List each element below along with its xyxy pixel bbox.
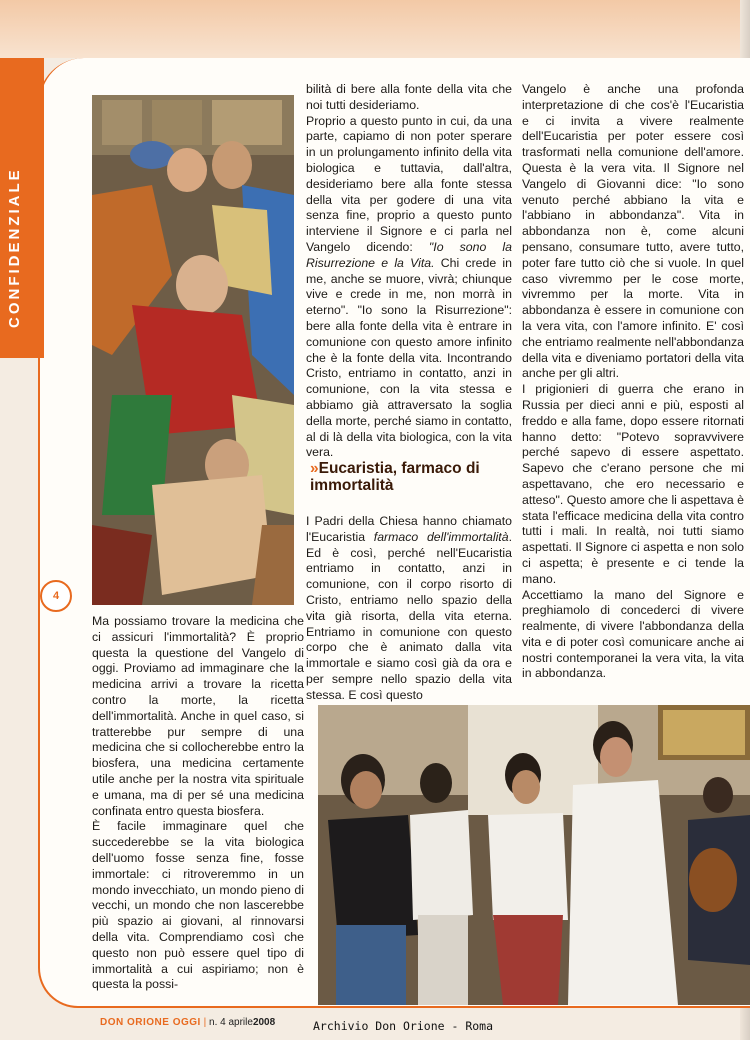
quote: "Io sono la Risurrezione e la Vita. bbox=[306, 239, 512, 270]
magazine-title: DON ORIONE OGGI bbox=[100, 1017, 201, 1028]
paragraph bbox=[306, 114, 512, 462]
top-band bbox=[0, 0, 750, 58]
column-2-continued bbox=[306, 514, 512, 704]
paragraph: È facile immaginare quel che succederebbe se la vita biologica dell'uomo fosse senza fine, fosse immortale: ci ritroveremmo in un mondo invecchiato, un mondo pieno di vecchi, un mondo che non lascerebbe più spazio ai giovani, al rinnovarsi della vita. Comprendiamo così che questo non può essere quel tipo di immortalità a cui aspiriamo; non è questa la possi- bbox=[92, 819, 304, 992]
section-label: CONFIDENZIALE bbox=[6, 167, 23, 328]
paragraph-text: I Padri della Chiesa hanno chiamato l'Eucaristia bbox=[306, 514, 512, 544]
subheading-text: Eucaristia, farmaco di immortalità bbox=[310, 460, 480, 494]
archive-caption: Archivio Don Orione - Roma bbox=[313, 1019, 494, 1033]
paragraph: Ma possiamo trovare la medicina che ci assicuri l'immortalità? È proprio questa la questione del Vangelo di oggi. Proviamo ad immaginare che la medicina arrivi a trovare la ricetta contro la morte, la ricetta dell'immortalità. Anche in quel caso, si tratterebbe pur sempre di una medicina che si collocherebbe entro la biosfera, una medicina certamente utile anche per la nostra vita spirituale e umana, ma di per sé una medicina confinata entro questa biosfera. bbox=[92, 614, 304, 818]
issue-year: 2008 bbox=[252, 1017, 276, 1028]
paragraph-text: . Ed è così, perché nell'Eucaristia entriamo in contatto, anzi in comunione, con il corpo risorto di Cristo, entriamo nello spazio della vita già risorta, della vita eterna. Entriamo in comunione con questo corpo che è animato dalla vita immortale e siamo così già da ora e per sempre nello spazio della vita stessa. E così questo bbox=[306, 529, 512, 702]
section-tab bbox=[0, 58, 44, 358]
communion-photo bbox=[318, 705, 750, 1005]
stained-glass-image bbox=[92, 95, 294, 605]
paragraph: I prigionieri di guerra che erano in Russia per dieci anni e più, esposti al freddo e alla fame, dopo essere ritornati hanno detto: "Potevo sopravvivere perché sapevo di essere aspettato. Sapevo che c'erano persone che mi aspettavano, che ero necessario e atteso". Questo amore che li aspettava è stata l'efficace medicina della vita contro tutti i mali. In realtà, noi tutti siamo aspettati. Il Signore ci aspetta e non solo ci aspetta; è presente e ci tende la mano. bbox=[522, 382, 744, 586]
column-1 bbox=[92, 614, 304, 993]
column-2 bbox=[306, 82, 512, 461]
issue-number: n. 4 aprile bbox=[206, 1017, 253, 1028]
footer-masthead bbox=[100, 1017, 275, 1028]
paragraph bbox=[306, 514, 512, 704]
paragraph: bilità di bere alla fonte della vita che noi tutti desideriamo. bbox=[306, 82, 512, 112]
stained-glass-drawing bbox=[92, 95, 294, 605]
footer-separator: | bbox=[203, 1017, 207, 1028]
column-3 bbox=[522, 82, 744, 682]
paragraph: Vangelo è anche una profonda interpretazione di che cos'è l'Eucaristia e ci invita a vivere realmente dell'Eucaristia per poter essere così trasformati nella comunione dell'amore. Questa è la vera vita. Il Signore nel Vangelo di Giovanni dice: "Io sono venuto perché abbiano la vita e l'abbiano in abbondanza". Vita in abbondanza non è, come alcuni pensano, consumare tutto, avere tutto, poter fare tutto ciò che si vuole. In quel caso vivremmo per le cose morte, vivremmo per la morte. Vita in abbondanza è essere in comunione con la vera vita, con l'amore infinito. E' così che entriamo realmente nell'abbondanza della vita e diveniamo portatori della vita anche per gli altri. bbox=[522, 82, 744, 381]
paragraph-text: Chi crede in me, anche se muore, vivrà; chiunque vive e crede in me, non morrà in eterno". "Io sono la Risurrezione": bere alla fonte della vita è entrare in comunione con questo amore infinito che è la fonte della vita. Incontrando Cristo, entriamo in contatto, anzi in comunione, con la vita stessa e abbiamo già attraversato la soglia della morte, perché siamo in contatto, al di là della vita biologica, con la vita vera. bbox=[306, 255, 512, 460]
subheading-arrows-icon: » bbox=[310, 460, 319, 477]
paragraph-text: Proprio a questo punto in cui, da una parte, capiamo di non poter sperare in un prolungamento infinito della vita biologica e tuttavia, dall'altra, desideriamo bere alla fonte stessa della vita per godere di una vita senza fine, proprio a questo punto interviene il Signore e ci parla nel Vangelo dicendo: bbox=[306, 113, 512, 254]
subheading bbox=[310, 460, 515, 494]
page-number: 4 bbox=[40, 580, 72, 612]
communion-photo-drawing bbox=[318, 705, 750, 1005]
italic-term: farmaco dell'immortalità bbox=[373, 529, 509, 544]
paragraph: Accettiamo la mano del Signore e preghiamolo di concederci di vivere realmente, di vivere l'abbondanza della vita e di poter così comunicare anche ai nostri contemporanei la vera vita, la vita in abbondanza. bbox=[522, 587, 744, 681]
